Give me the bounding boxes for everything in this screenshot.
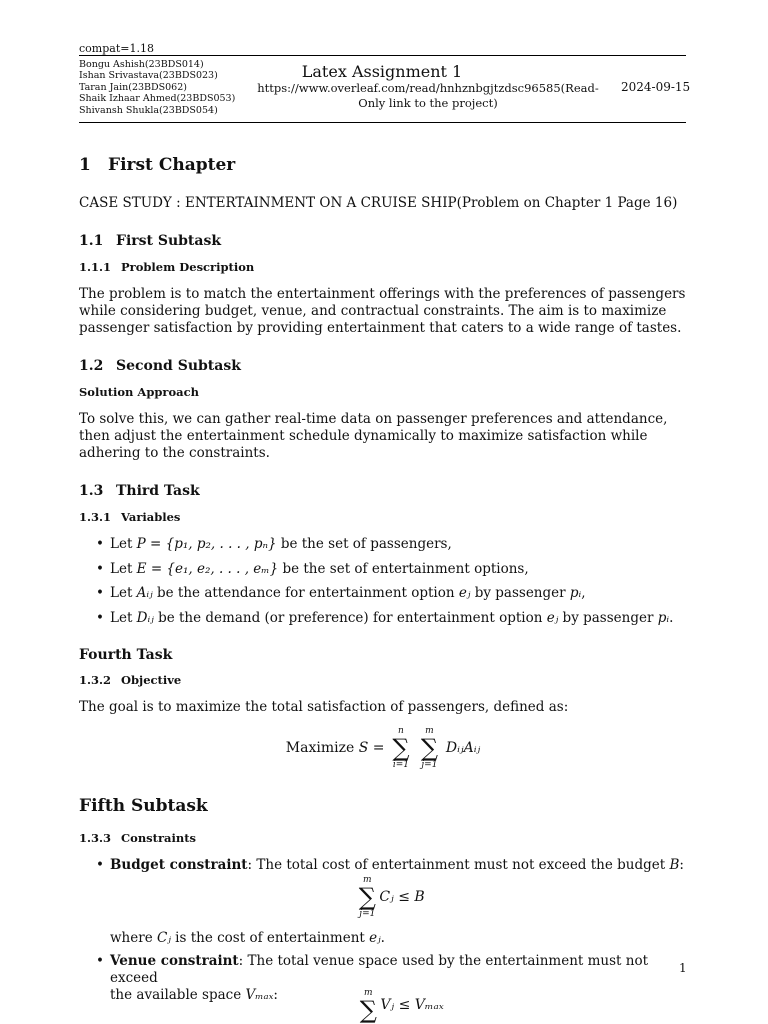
summation: m ∑ j=1 (358, 875, 376, 919)
section-number: 1.2 (79, 358, 104, 374)
author: Shaik Izhaar Ahmed(23BDS053) (79, 93, 236, 105)
author: Taran Jain(23BDS062) (79, 81, 187, 93)
list-item: • Let Aᵢⱼ be the attendance for entertainment option eⱼ by passenger pᵢ, (96, 585, 696, 610)
list-item: • Let E = {e₁, e₂, . . . , eₘ} be the set of entertainment options, (96, 561, 696, 586)
subsection-heading (79, 831, 687, 845)
variables-list (96, 536, 696, 634)
chapter-title: First Chapter (108, 155, 236, 175)
summation: n ∑ i=1 (392, 726, 410, 770)
section-title: Third Task (116, 483, 200, 499)
subsection-heading (79, 260, 687, 274)
author: Ishan Srivastava(23BDS023) (79, 70, 218, 82)
header-top-rule (79, 55, 686, 56)
chapter-heading (79, 155, 687, 175)
section-heading (79, 358, 687, 374)
venue-equation: m ∑ Vⱼ ≤ Vₘₐₓ (340, 988, 460, 1022)
solution-paragraph: To solve this, we can gather real-time data on passenger preferences and attendance, then adjust the entertainment schedule dynamically to maximize satisfaction while adhering to the constraints. (79, 411, 668, 461)
subsection-title: Objective (121, 673, 182, 687)
case-study-line: CASE STUDY : ENTERTAINMENT ON A CRUISE SHIP(Problem on Chapter 1 Page 16) (79, 195, 678, 211)
document-title: Latex Assignment 1 (301, 62, 463, 81)
author: Bongu Ashish(23BDS014) (79, 59, 204, 70)
subsection-title: Variables (121, 510, 181, 524)
list-item: • Let P = {p₁, p₂, . . . , pₙ} be the set of passengers, (96, 536, 696, 561)
list-item: • Let Dᵢⱼ be the demand (or preference) for entertainment option eⱼ by passenger pᵢ. (96, 610, 696, 635)
subsection-title: Problem Description (121, 260, 255, 274)
problem-paragraph: The problem is to match the entertainment offerings with the preferences of passengers while considering budget, venue, and contractual constraints. The aim is to maximize passenger satisfaction by providing entertainment that caters to a wide range of tastes. (79, 286, 686, 336)
subsection-title: Constraints (121, 831, 196, 845)
list-item: • Budget constraint: The total cost of entertainment must not exceed the budget B: (96, 857, 696, 874)
subsection-number: 1.1.1 (79, 260, 112, 274)
subsection-heading (79, 673, 687, 687)
summation: m ∑ (359, 988, 377, 1024)
subsection-number: 1.3.2 (79, 673, 112, 687)
header-bottom-rule (79, 122, 686, 123)
section-number: 1.1 (79, 233, 104, 249)
objective-paragraph: The goal is to maximize the total satisfaction of passengers, defined as: (79, 699, 569, 715)
budget-equation: m ∑ j=1 Cⱼ ≤ B (330, 875, 450, 919)
section-title: First Subtask (116, 233, 222, 249)
project-link[interactable] (254, 81, 602, 111)
constraints-list (96, 857, 696, 874)
document-date: 2024-09-15 (621, 80, 691, 94)
compat-note: compat=1.18 (79, 42, 154, 55)
fourth-task-heading: Fourth Task (79, 647, 173, 663)
author: Shivansh Shukla(23BDS054) (79, 104, 218, 116)
section-heading (79, 233, 687, 249)
subsection-number: 1.3.1 (79, 510, 112, 524)
author-list (79, 59, 235, 116)
budget-where-line: where Cⱼ is the cost of entertainment eⱼ. (110, 930, 385, 946)
fifth-subtask-heading: Fifth Subtask (79, 796, 208, 816)
paragraph-heading: Solution Approach (79, 385, 199, 399)
project-link-line2: Only link to the project) (358, 96, 498, 110)
section-title: Second Subtask (116, 358, 241, 374)
summation: m ∑ j=1 (420, 726, 438, 770)
subsection-heading (79, 510, 687, 524)
page-number: 1 (679, 961, 687, 975)
project-link-line1: https://www.overleaf.com/read/hnhznbgjtzdsc96585(Read- (257, 81, 599, 95)
list-item: • Venue constraint: The total venue space used by the entertainment must not exceed the available space Vₘₐₓ: (96, 953, 696, 1004)
section-heading (79, 483, 687, 499)
section-number: 1.3 (79, 483, 104, 499)
objective-equation: Maximize S = n ∑ i=1 m ∑ j=1 DᵢⱼAᵢⱼ (285, 726, 481, 770)
subsection-number: 1.3.3 (79, 831, 112, 845)
chapter-number: 1 (79, 155, 91, 175)
